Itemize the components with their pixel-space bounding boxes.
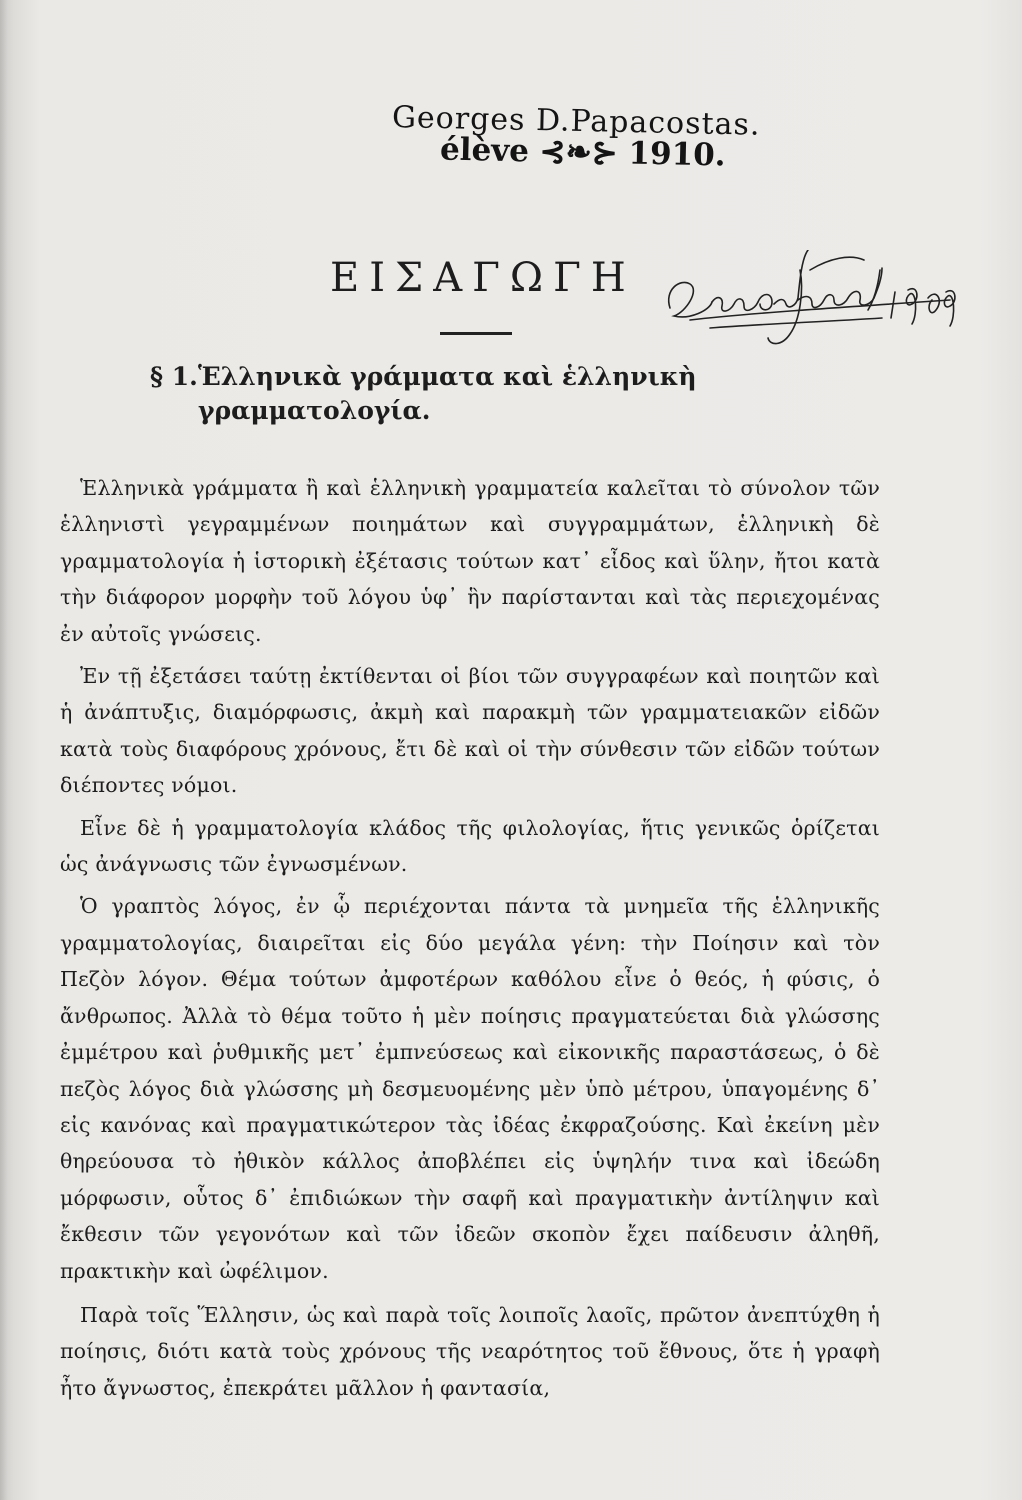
section-title-line2: γραμματολογία.	[198, 396, 431, 425]
paragraph-1: Ἑλληνικὰ γράμματα ἢ καὶ ἑλληνικὴ γραμματεία καλεῖται τὸ σύνολον τῶν ἑλληνιστὶ γεγραμμένων ποιημάτων καὶ συγγραμμάτων, ἑλληνικὴ δὲ γραμματολογία ἡ ἱστορικὴ ἐξέτασις τούτων κατ᾽ εἶδος καὶ ὕλην, ἤτοι κατὰ τὴν διάφορον μορφὴν τοῦ λόγου ὑφ᾽ ἣν παρίστανται καὶ τὰς περιεχομένας ἐν αὐτοῖς γνώσεις.	[60, 476, 880, 646]
heading-rule	[440, 332, 512, 335]
stamp-name: Georges D.Papacostas.	[391, 100, 761, 143]
section-title-line1: Ἑλληνικὰ γράμματα καὶ ἑλληνικὴ	[198, 362, 697, 391]
stamp-class-year: élève ⊰❧⊱ 1910.	[439, 131, 726, 174]
owner-stamp	[391, 100, 772, 174]
paragraph-2: Ἐν τῇ ἐξετάσει ταύτῃ ἐκτίθενται οἱ βίοι τῶν συγγραφέων καὶ ποιητῶν καὶ ἡ ἀνάπτυξις, διαμόρφωσις, ἀκμὴ καὶ παρακμὴ τῶν γραμματειακῶν εἰδῶν κατὰ τοὺς διαφόρους χρόνους, ἔτι δὲ καὶ οἱ τὴν σύνθεσιν τῶν εἰδῶν τούτων διέποντες νόμοι.	[60, 664, 880, 798]
body-text	[60, 470, 880, 1406]
paragraph-3: Εἶνε δὲ ἡ γραμματολογία κλάδος τῆς φιλολογίας, ἥτις γενικῶς ὁρίζεται ὡς ἀνάγνωσις τῶν ἐγνωσμένων.	[60, 815, 880, 877]
paragraph-5: Παρὰ τοῖς Ἕλλησιν, ὡς καὶ παρὰ τοῖς λοιποῖς λαοῖς, πρῶτον ἀνεπτύχθη ἡ ποίησις, διότι κατὰ τοὺς χρόνους τῆς νεαρότητος τοῦ ἔθνους, ὅτε ἡ γραφὴ ἦτο ἄγνωστος, ἐπεκράτει μᾶλλον ἡ φαντασία,	[60, 1302, 880, 1400]
handwritten-signature	[650, 250, 970, 360]
section-title	[150, 360, 830, 428]
section-number: § 1.	[150, 362, 198, 391]
paragraph-4: Ὁ γραπτὸς λόγος, ἐν ᾧ περιέχονται πάντα τὰ μνημεῖα τῆς ἑλληνικῆς γραμματολογίας, διαιρεῖται εἰς δύο μεγάλα γένη: τὴν Ποίησιν καὶ τὸν Πεζὸν λόγον. Θέμα τούτων ἀμφοτέρων καθόλου εἶνε ὁ θεός, ἡ φύσις, ὁ ἄνθρωπος. Ἀλλὰ τὸ θέμα τοῦτο ἡ μὲν ποίησις πραγματεύεται διὰ γλώσσης ἐμμέτρου καὶ ῥυθμικῆς μετ᾽ ἐμπνεύσεως καὶ εἰκονικῆς παραστάσεως, ὁ δὲ πεζὸς λόγος διὰ γλώσσης μὴ δεσμευομένης μὲν ὑπὸ μέτρου, ὑπαγομένης δ᾽ εἰς κανόνας καὶ πραγματικώτερον τὰς ἰδέας ἐκφραζούσης. Καὶ ἐκείνη μὲν θηρεύουσα τὸ ἠθικὸν κάλλος ἀποβλέπει εἰς ὑψηλήν τινα καὶ ἰδεώδη μόρφωσιν, οὗτος δ᾽ ἐπιδιώκων τὴν σαφῆ καὶ πραγματικὴν ἀντίληψιν καὶ ἔκθεσιν τῶν γεγονότων καὶ τῶν ἰδεῶν σκοπὸν ἔχει παίδευσιν ἀληθῆ, πρακτικὴν καὶ ὠφέλιμον.	[60, 894, 880, 1283]
chapter-heading: ΕΙΣΑΓΩΓΗ	[330, 255, 636, 301]
page-binding-edge	[0, 0, 8, 1500]
